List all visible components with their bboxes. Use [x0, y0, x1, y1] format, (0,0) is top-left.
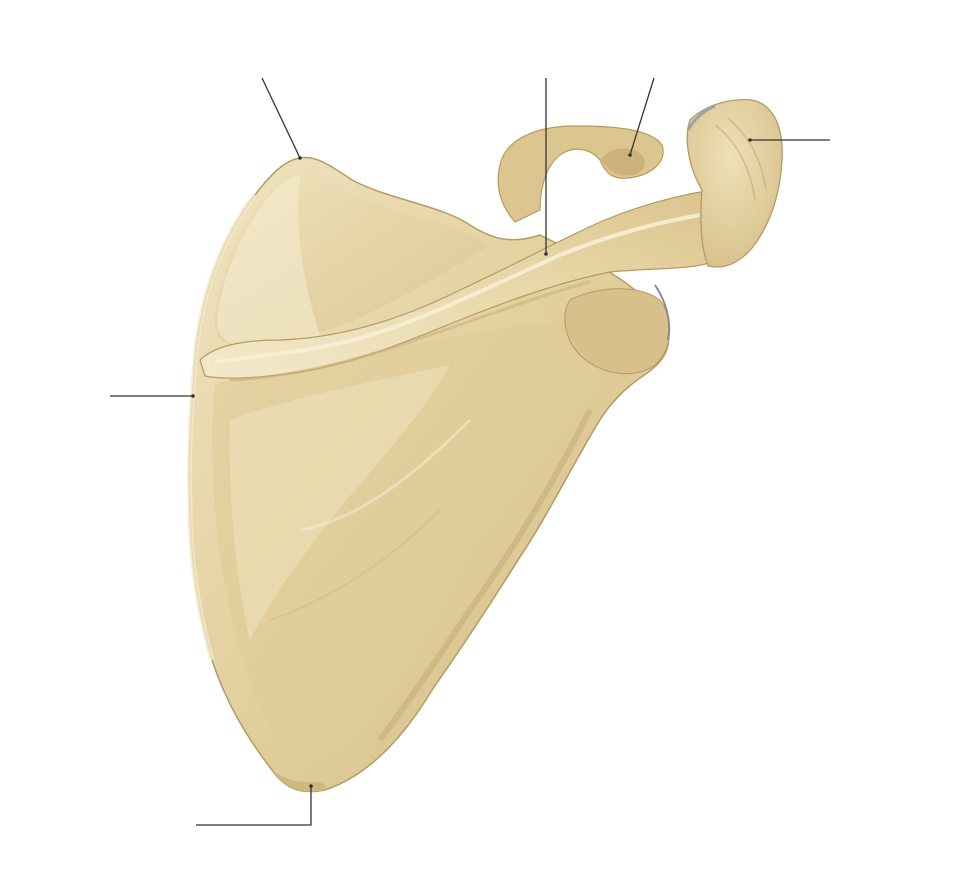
leader-dot-coracoid: [628, 153, 632, 157]
leader-dot-acromion: [748, 138, 752, 142]
leader-superior-angle: [262, 78, 300, 158]
leader-dot-medial-border: [191, 394, 195, 398]
leader-dot-spine: [544, 252, 548, 256]
leader-dot-superior-angle: [298, 156, 302, 160]
leader-inferior-angle: [196, 786, 311, 825]
leader-dot-inferior-angle: [309, 784, 313, 788]
